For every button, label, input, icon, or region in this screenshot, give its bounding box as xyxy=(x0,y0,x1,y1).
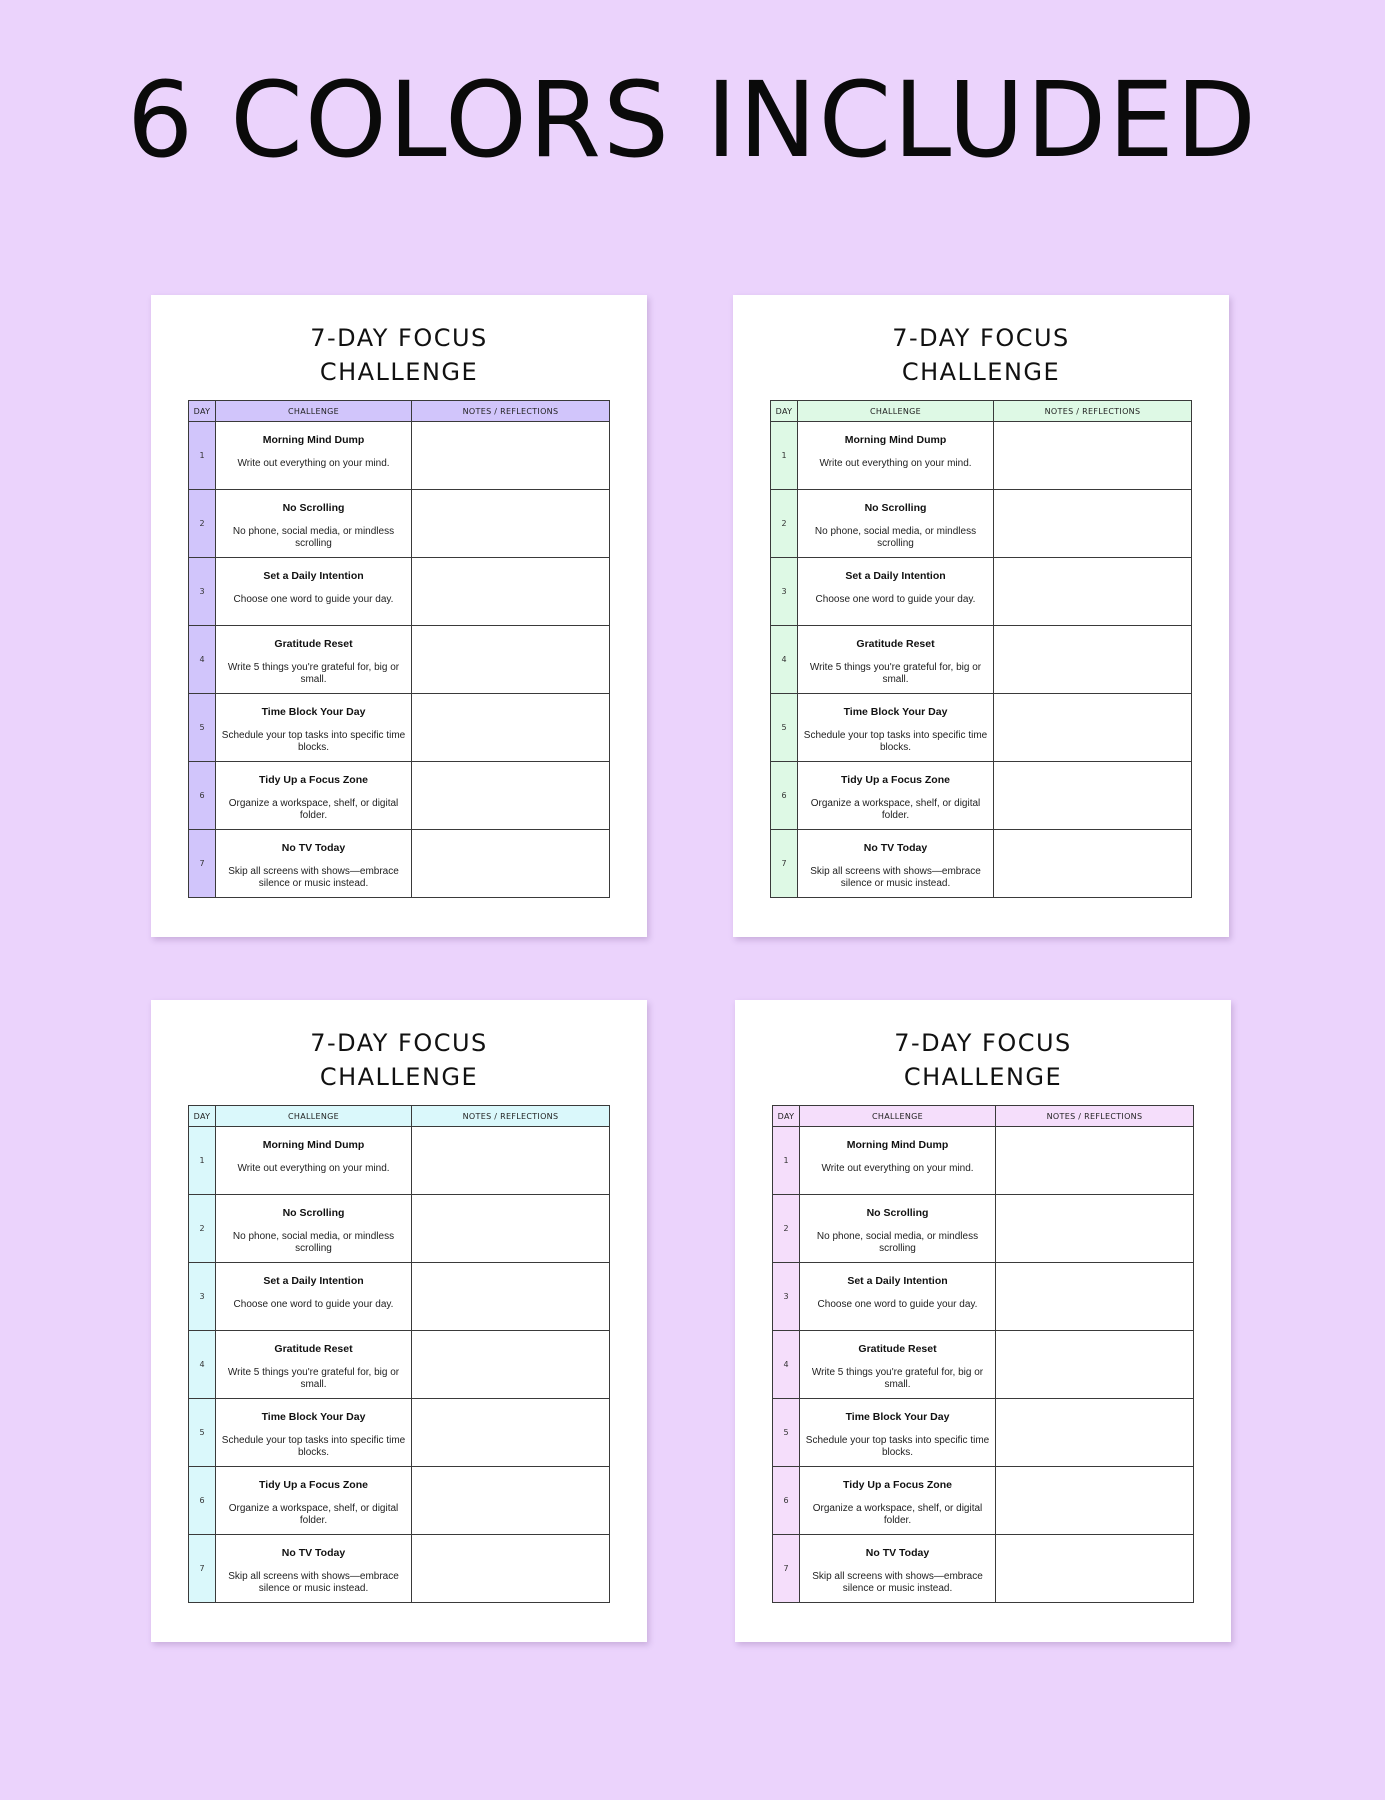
challenge-description: Write out everything on your mind. xyxy=(821,1163,974,1174)
notes-cell xyxy=(994,558,1192,626)
challenge-description: No phone, social media, or mindless scrolling xyxy=(232,1231,395,1254)
sheet-title-line-1: 7-DAY FOCUS xyxy=(310,324,488,352)
column-header-challenge: CHALLENGE xyxy=(800,1106,996,1127)
table-row xyxy=(189,490,610,558)
notes-cell xyxy=(412,422,610,490)
day-number: 4 xyxy=(189,1331,216,1399)
challenge-table xyxy=(772,1105,1194,1603)
challenge-description: Write out everything on your mind. xyxy=(237,458,390,469)
challenge-cell xyxy=(216,762,412,830)
challenge-title: Morning Mind Dump xyxy=(262,1139,365,1151)
sheet-title-line-2: CHALLENGE xyxy=(319,1063,479,1091)
challenge-cell xyxy=(798,558,994,626)
table-row xyxy=(189,1195,610,1263)
challenge-title: Set a Daily Intention xyxy=(847,1275,948,1287)
day-number: 1 xyxy=(771,422,798,490)
notes-cell xyxy=(412,558,610,626)
table-row xyxy=(189,1331,610,1399)
challenge-description: Write 5 things you're grateful for, big or small. xyxy=(227,1367,400,1390)
challenge-description: Write 5 things you're grateful for, big or small. xyxy=(809,662,982,685)
column-header-notes: NOTES / REFLECTIONS xyxy=(996,1106,1194,1127)
notes-cell xyxy=(996,1467,1194,1535)
challenge-title: Time Block Your Day xyxy=(843,706,948,718)
challenge-title: Morning Mind Dump xyxy=(844,434,947,446)
table-row xyxy=(773,1399,1194,1467)
day-number: 3 xyxy=(773,1263,800,1331)
day-number: 7 xyxy=(773,1535,800,1603)
challenge-description: Choose one word to guide your day. xyxy=(233,594,394,605)
challenge-description: Organize a workspace, shelf, or digital folder. xyxy=(228,798,399,821)
notes-cell xyxy=(996,1127,1194,1195)
day-number: 2 xyxy=(771,490,798,558)
day-number: 2 xyxy=(773,1195,800,1263)
table-row xyxy=(771,490,1192,558)
challenge-description: Choose one word to guide your day. xyxy=(817,1299,978,1310)
column-header-day: DAY xyxy=(773,1106,800,1127)
challenge-description: Schedule your top tasks into specific time blocks. xyxy=(221,1435,406,1458)
challenge-description: No phone, social media, or mindless scrolling xyxy=(816,1231,979,1254)
challenge-table xyxy=(770,400,1192,898)
challenge-title: No Scrolling xyxy=(282,1207,345,1219)
challenge-cell xyxy=(800,1127,996,1195)
notes-cell xyxy=(994,626,1192,694)
table-row xyxy=(773,1331,1194,1399)
table-row xyxy=(773,1127,1194,1195)
day-number: 6 xyxy=(189,1467,216,1535)
table-row xyxy=(189,626,610,694)
challenge-table xyxy=(188,1105,610,1603)
table-row xyxy=(189,558,610,626)
challenge-cell xyxy=(216,1467,412,1535)
sheet-title-line-1: 7-DAY FOCUS xyxy=(894,1029,1072,1057)
notes-cell xyxy=(412,1263,610,1331)
challenge-description: Skip all screens with shows—embrace silence or music instead. xyxy=(812,1571,983,1594)
challenge-cell xyxy=(798,490,994,558)
notes-cell xyxy=(412,1195,610,1263)
challenge-title: Time Block Your Day xyxy=(261,706,366,718)
challenge-title: No Scrolling xyxy=(866,1207,929,1219)
notes-cell xyxy=(412,830,610,898)
challenge-cell xyxy=(800,1535,996,1603)
table-row xyxy=(189,1127,610,1195)
table-row xyxy=(771,694,1192,762)
challenge-title: Tidy Up a Focus Zone xyxy=(841,774,950,786)
challenge-description: Schedule your top tasks into specific time blocks. xyxy=(221,730,406,753)
day-number: 5 xyxy=(773,1399,800,1467)
column-header-notes: NOTES / REFLECTIONS xyxy=(412,401,610,422)
challenge-title: Tidy Up a Focus Zone xyxy=(259,774,368,786)
notes-cell xyxy=(994,762,1192,830)
notes-cell xyxy=(412,694,610,762)
day-number: 5 xyxy=(771,694,798,762)
challenge-title: Tidy Up a Focus Zone xyxy=(843,1479,952,1491)
table-row xyxy=(773,1535,1194,1603)
sheet-title xyxy=(151,1026,647,1094)
notes-cell xyxy=(994,490,1192,558)
challenge-cell xyxy=(798,762,994,830)
day-number: 7 xyxy=(189,830,216,898)
sheet-preview-pink xyxy=(735,1000,1231,1642)
challenge-title: Gratitude Reset xyxy=(274,1343,353,1355)
notes-cell xyxy=(412,1127,610,1195)
challenge-cell xyxy=(216,490,412,558)
sheet-title xyxy=(735,1026,1231,1094)
challenge-title: No Scrolling xyxy=(864,502,927,514)
day-number: 1 xyxy=(189,1127,216,1195)
day-number: 3 xyxy=(189,1263,216,1331)
challenge-title: No TV Today xyxy=(281,1547,346,1559)
notes-cell xyxy=(994,830,1192,898)
challenge-cell xyxy=(800,1195,996,1263)
day-number: 7 xyxy=(189,1535,216,1603)
sheet-preview-lavender xyxy=(151,295,647,937)
challenge-cell xyxy=(800,1399,996,1467)
column-header-challenge: CHALLENGE xyxy=(798,401,994,422)
notes-cell xyxy=(996,1399,1194,1467)
notes-cell xyxy=(412,762,610,830)
sheet-title-line-1: 7-DAY FOCUS xyxy=(310,1029,488,1057)
challenge-cell xyxy=(800,1467,996,1535)
table-row xyxy=(189,1263,610,1331)
challenge-description: Organize a workspace, shelf, or digital folder. xyxy=(812,1503,983,1526)
table-row xyxy=(189,1467,610,1535)
challenge-description: No phone, social media, or mindless scrolling xyxy=(814,526,977,549)
challenge-title: No TV Today xyxy=(863,842,928,854)
day-number: 6 xyxy=(771,762,798,830)
challenge-description: Choose one word to guide your day. xyxy=(233,1299,394,1310)
notes-cell xyxy=(996,1331,1194,1399)
challenge-title: Set a Daily Intention xyxy=(263,570,364,582)
day-number: 1 xyxy=(189,422,216,490)
challenge-cell xyxy=(800,1263,996,1331)
notes-cell xyxy=(994,694,1192,762)
notes-cell xyxy=(412,1331,610,1399)
table-row xyxy=(773,1467,1194,1535)
column-header-challenge: CHALLENGE xyxy=(216,401,412,422)
table-row xyxy=(771,422,1192,490)
sheet-preview-mint xyxy=(733,295,1229,937)
challenge-description: Write 5 things you're grateful for, big or small. xyxy=(227,662,400,685)
column-header-challenge: CHALLENGE xyxy=(216,1106,412,1127)
challenge-table xyxy=(188,400,610,898)
challenge-title: Time Block Your Day xyxy=(261,1411,366,1423)
table-row xyxy=(189,694,610,762)
table-header-row xyxy=(773,1106,1194,1127)
challenge-title: Morning Mind Dump xyxy=(846,1139,949,1151)
challenge-cell xyxy=(798,626,994,694)
notes-cell xyxy=(412,626,610,694)
day-number: 4 xyxy=(189,626,216,694)
challenge-cell xyxy=(216,1263,412,1331)
table-row xyxy=(189,1399,610,1467)
day-number: 5 xyxy=(189,694,216,762)
challenge-cell xyxy=(216,1399,412,1467)
challenge-cell xyxy=(800,1331,996,1399)
challenge-title: No TV Today xyxy=(281,842,346,854)
notes-cell xyxy=(412,1535,610,1603)
challenge-cell xyxy=(216,558,412,626)
table-row xyxy=(189,762,610,830)
table-header-row xyxy=(189,401,610,422)
challenge-cell xyxy=(216,830,412,898)
challenge-description: Write out everything on your mind. xyxy=(819,458,972,469)
challenge-title: Gratitude Reset xyxy=(858,1343,937,1355)
challenge-cell xyxy=(216,1195,412,1263)
column-header-day: DAY xyxy=(189,401,216,422)
challenge-title: No TV Today xyxy=(865,1547,930,1559)
column-header-notes: NOTES / REFLECTIONS xyxy=(412,1106,610,1127)
day-number: 1 xyxy=(773,1127,800,1195)
challenge-description: No phone, social media, or mindless scrolling xyxy=(232,526,395,549)
column-header-day: DAY xyxy=(189,1106,216,1127)
notes-cell xyxy=(412,1399,610,1467)
day-number: 4 xyxy=(771,626,798,694)
sheet-preview-aqua xyxy=(151,1000,647,1642)
challenge-description: Organize a workspace, shelf, or digital folder. xyxy=(228,1503,399,1526)
challenge-cell xyxy=(216,422,412,490)
table-row xyxy=(771,762,1192,830)
challenge-cell xyxy=(798,422,994,490)
table-row xyxy=(771,830,1192,898)
day-number: 3 xyxy=(771,558,798,626)
day-number: 6 xyxy=(189,762,216,830)
column-header-notes: NOTES / REFLECTIONS xyxy=(994,401,1192,422)
day-number: 6 xyxy=(773,1467,800,1535)
notes-cell xyxy=(412,1467,610,1535)
challenge-title: Tidy Up a Focus Zone xyxy=(259,1479,368,1491)
challenge-cell xyxy=(216,626,412,694)
table-row xyxy=(773,1195,1194,1263)
challenge-cell xyxy=(216,694,412,762)
table-row xyxy=(189,1535,610,1603)
sheet-title-line-2: CHALLENGE xyxy=(319,358,479,386)
notes-cell xyxy=(994,422,1192,490)
challenge-cell xyxy=(798,694,994,762)
column-header-day: DAY xyxy=(771,401,798,422)
challenge-description: Skip all screens with shows—embrace silence or music instead. xyxy=(228,1571,399,1594)
sheet-title-line-2: CHALLENGE xyxy=(903,1063,1063,1091)
sheet-title-line-2: CHALLENGE xyxy=(901,358,1061,386)
challenge-cell xyxy=(798,830,994,898)
table-header-row xyxy=(771,401,1192,422)
table-row xyxy=(773,1263,1194,1331)
notes-cell xyxy=(996,1535,1194,1603)
notes-cell xyxy=(412,490,610,558)
challenge-description: Schedule your top tasks into specific time blocks. xyxy=(805,1435,990,1458)
day-number: 7 xyxy=(771,830,798,898)
sheet-title xyxy=(733,321,1229,389)
challenge-title: Morning Mind Dump xyxy=(262,434,365,446)
day-number: 2 xyxy=(189,490,216,558)
notes-cell xyxy=(996,1263,1194,1331)
challenge-description: Schedule your top tasks into specific time blocks. xyxy=(803,730,988,753)
table-row xyxy=(771,626,1192,694)
challenge-description: Write out everything on your mind. xyxy=(237,1163,390,1174)
challenge-title: Gratitude Reset xyxy=(274,638,353,650)
table-row xyxy=(189,422,610,490)
day-number: 4 xyxy=(773,1331,800,1399)
challenge-description: Skip all screens with shows—embrace silence or music instead. xyxy=(228,866,399,889)
challenge-cell xyxy=(216,1331,412,1399)
challenge-title: Set a Daily Intention xyxy=(263,1275,364,1287)
notes-cell xyxy=(996,1195,1194,1263)
challenge-description: Organize a workspace, shelf, or digital folder. xyxy=(810,798,981,821)
headline: 6 COLORS INCLUDED xyxy=(127,59,1258,181)
challenge-title: Time Block Your Day xyxy=(845,1411,950,1423)
table-row xyxy=(771,558,1192,626)
challenge-description: Choose one word to guide your day. xyxy=(815,594,976,605)
challenge-title: Gratitude Reset xyxy=(856,638,935,650)
day-number: 3 xyxy=(189,558,216,626)
table-row xyxy=(189,830,610,898)
day-number: 5 xyxy=(189,1399,216,1467)
sheet-title xyxy=(151,321,647,389)
sheet-title-line-1: 7-DAY FOCUS xyxy=(892,324,1070,352)
challenge-cell xyxy=(216,1127,412,1195)
challenge-title: Set a Daily Intention xyxy=(845,570,946,582)
challenge-description: Write 5 things you're grateful for, big or small. xyxy=(811,1367,984,1390)
challenge-description: Skip all screens with shows—embrace silence or music instead. xyxy=(810,866,981,889)
table-header-row xyxy=(189,1106,610,1127)
day-number: 2 xyxy=(189,1195,216,1263)
challenge-cell xyxy=(216,1535,412,1603)
challenge-title: No Scrolling xyxy=(282,502,345,514)
